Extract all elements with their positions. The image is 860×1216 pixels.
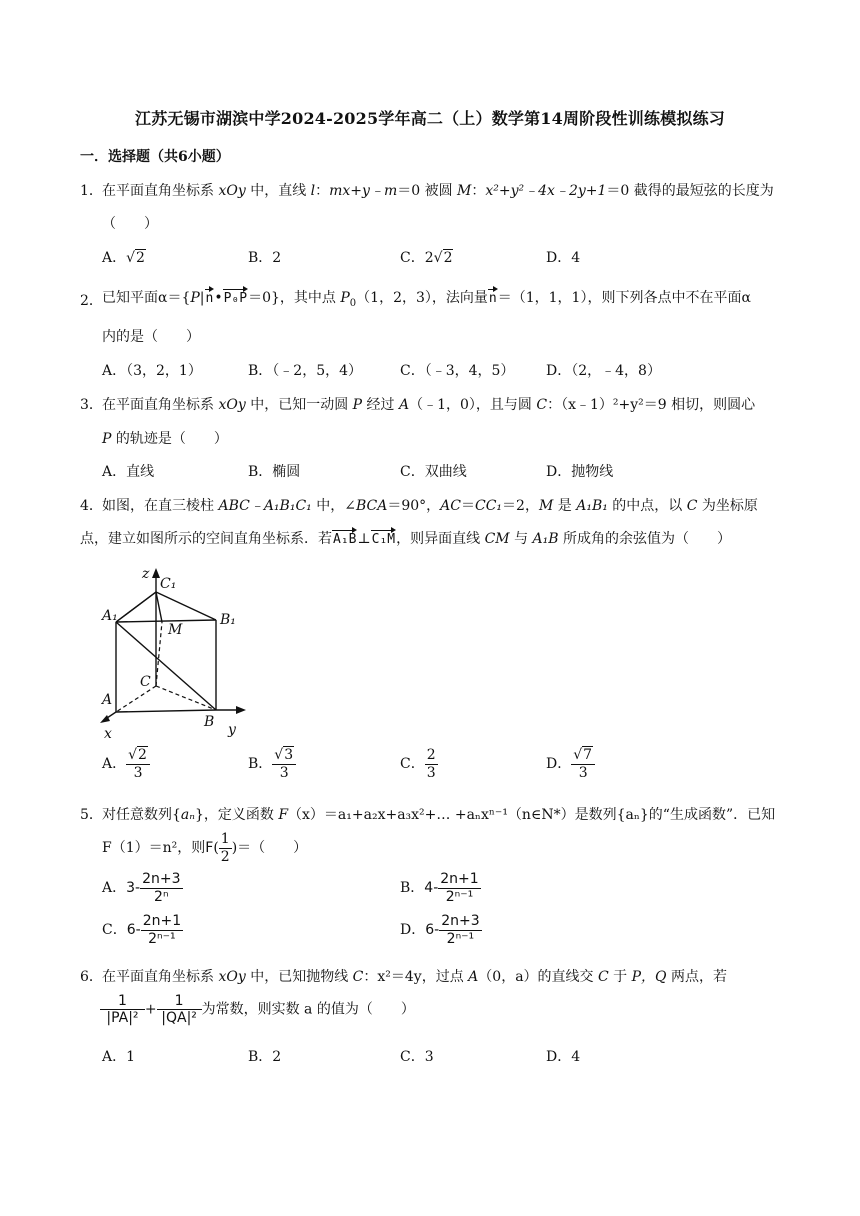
label-x: x: [104, 726, 112, 740]
q6-option-b[interactable]: B．2: [248, 1049, 282, 1065]
label-a1: A₁: [102, 608, 118, 624]
q6-option-d[interactable]: D．4: [546, 1049, 581, 1065]
q2-text: 已知平面α＝{P|n•P₀P＝0}，其中点 $P_0(1$，2，3），法向量n＝（1，1，1），则下列各点中不在平面α: [102, 290, 751, 309]
page-title: 江苏无锡市湖滨中学2024-2025学年高二（上）数学第14周阶段性训练模拟练习: [135, 109, 725, 128]
q4-text: 如图，在直三棱柱 ABC﹣A₁B₁C₁ 中，∠BCA＝90°，AC＝CC₁＝2，M 是 A₁B₁ 的中点，以 C 为坐标原: [102, 498, 758, 514]
q1-number: 1．: [80, 183, 103, 199]
q6-option-a[interactable]: A．1: [102, 1049, 136, 1065]
q1-option-b[interactable]: B．2: [248, 250, 282, 266]
q2-option-d[interactable]: D．（2，﹣4，8）: [546, 363, 661, 379]
label-m: M: [168, 622, 183, 638]
q6-text-line2: $\frac{1}{\text{|PA|²}}$ + $\frac{1}{\text{|QA|²}}$ 为常数，则实数 a 的值为（ ）: [100, 994, 415, 1025]
label-b1: B₁: [220, 612, 236, 628]
label-b: B: [204, 714, 215, 730]
q5-text-line2: F（1）＝n²，则F( $\frac{1}{2}$ )＝（ ）: [102, 831, 308, 865]
vector-c1m: C₁M: [371, 532, 396, 547]
q6-option-c[interactable]: C．3: [400, 1049, 434, 1065]
q5-option-b[interactable]: B．4- $\frac{2n+1}{\text{2ⁿ⁻¹}}$: [400, 871, 479, 905]
q3-option-c[interactable]: C．双曲线: [400, 464, 467, 480]
z-axis-arrow: [152, 568, 160, 578]
q5-option-d[interactable]: D．6- $\frac{2n+3}{\text{2ⁿ⁻¹}}$: [400, 913, 480, 947]
prism-figure: [98, 562, 248, 740]
q1-option-a[interactable]: A．√2: [102, 250, 145, 266]
q4-option-c[interactable]: C． $\frac{2}{3}$: [400, 747, 436, 781]
q2-option-a[interactable]: A．（3，2，1）: [102, 363, 202, 379]
q3-number: 3．: [80, 397, 103, 413]
q6-number: 6．: [80, 969, 103, 985]
vector-p0p: P₀P: [223, 291, 248, 306]
q3-option-d[interactable]: D．抛物线: [546, 464, 614, 480]
vector-a1b: A₁B: [333, 532, 357, 547]
q1-option-d[interactable]: D．4: [546, 250, 581, 266]
q2-text-line2: 内的是（ ）: [102, 329, 200, 345]
vector-n: n: [205, 291, 214, 306]
label-c1: C₁: [160, 576, 177, 592]
q1-text: 在平面直角坐标系 xOy 中，直线 l：mx+y﹣m＝0 被圆 M：x²+y²﹣4x﹣2y+1＝0 截得的最短弦的长度为: [102, 183, 774, 199]
q4-option-d[interactable]: D． $\frac{√7}{3}$: [546, 748, 595, 780]
vector-n-normal: n: [488, 291, 497, 306]
q5-option-c[interactable]: C．6- $\frac{2n+1}{\text{2ⁿ⁻¹}}$: [102, 913, 182, 947]
q3-option-a[interactable]: A．直线: [102, 464, 155, 480]
q3-option-b[interactable]: B．椭圆: [248, 464, 301, 480]
q2-option-c[interactable]: C．（﹣3，4，5）: [400, 363, 515, 379]
q2-option-b[interactable]: B．（﹣2，5，4）: [248, 363, 363, 379]
q5-number: 5．: [80, 807, 103, 823]
q1-option-c[interactable]: C．2√2: [400, 250, 453, 266]
q6-text: 在平面直角坐标系 xOy 中，已知抛物线 C：x²＝4y，过点 A（0，a）的直线交 C 于 P，Q 两点，若: [102, 969, 727, 985]
label-a: A: [102, 692, 113, 708]
q5-option-a[interactable]: A．3- $\frac{2n+3}{\text{2ⁿ}}$: [102, 871, 181, 905]
q4-option-a[interactable]: A． $\frac{√2}{3}$: [102, 748, 150, 780]
q1-paren: （ ）: [102, 216, 158, 232]
q2-number: 2．: [80, 293, 103, 309]
label-z: z: [142, 566, 150, 582]
q3-text: 在平面直角坐标系 xOy 中，已知一动圆 P 经过 A（﹣1，0），且与圆 C：（x﹣1）²+y²＝9 相切，则圆心: [102, 397, 756, 413]
section-heading: 一．选择题（共6小题）: [80, 149, 230, 165]
y-axis-arrow: [236, 706, 246, 714]
q4-number: 4．: [80, 498, 103, 514]
label-c: C: [140, 674, 151, 690]
q3-text-line2: P 的轨迹是（ ）: [102, 431, 228, 447]
q4-option-b[interactable]: B． $\frac{√3}{3}$: [248, 748, 296, 780]
q5-text: 对任意数列{aₙ}，定义函数 F（x）＝a₁+a₂x+a₃x²+… +aₙxⁿ⁻¹（n∈N*）是数列{aₙ}的“生成函数”．已知: [102, 807, 776, 823]
label-y: y: [228, 722, 236, 738]
q4-text-line2: 点，建立如图所示的空间直角坐标系．若A₁B⊥C₁M，则异面直线 CM 与 A₁B 所成角的余弦值为（ ）: [80, 531, 732, 547]
